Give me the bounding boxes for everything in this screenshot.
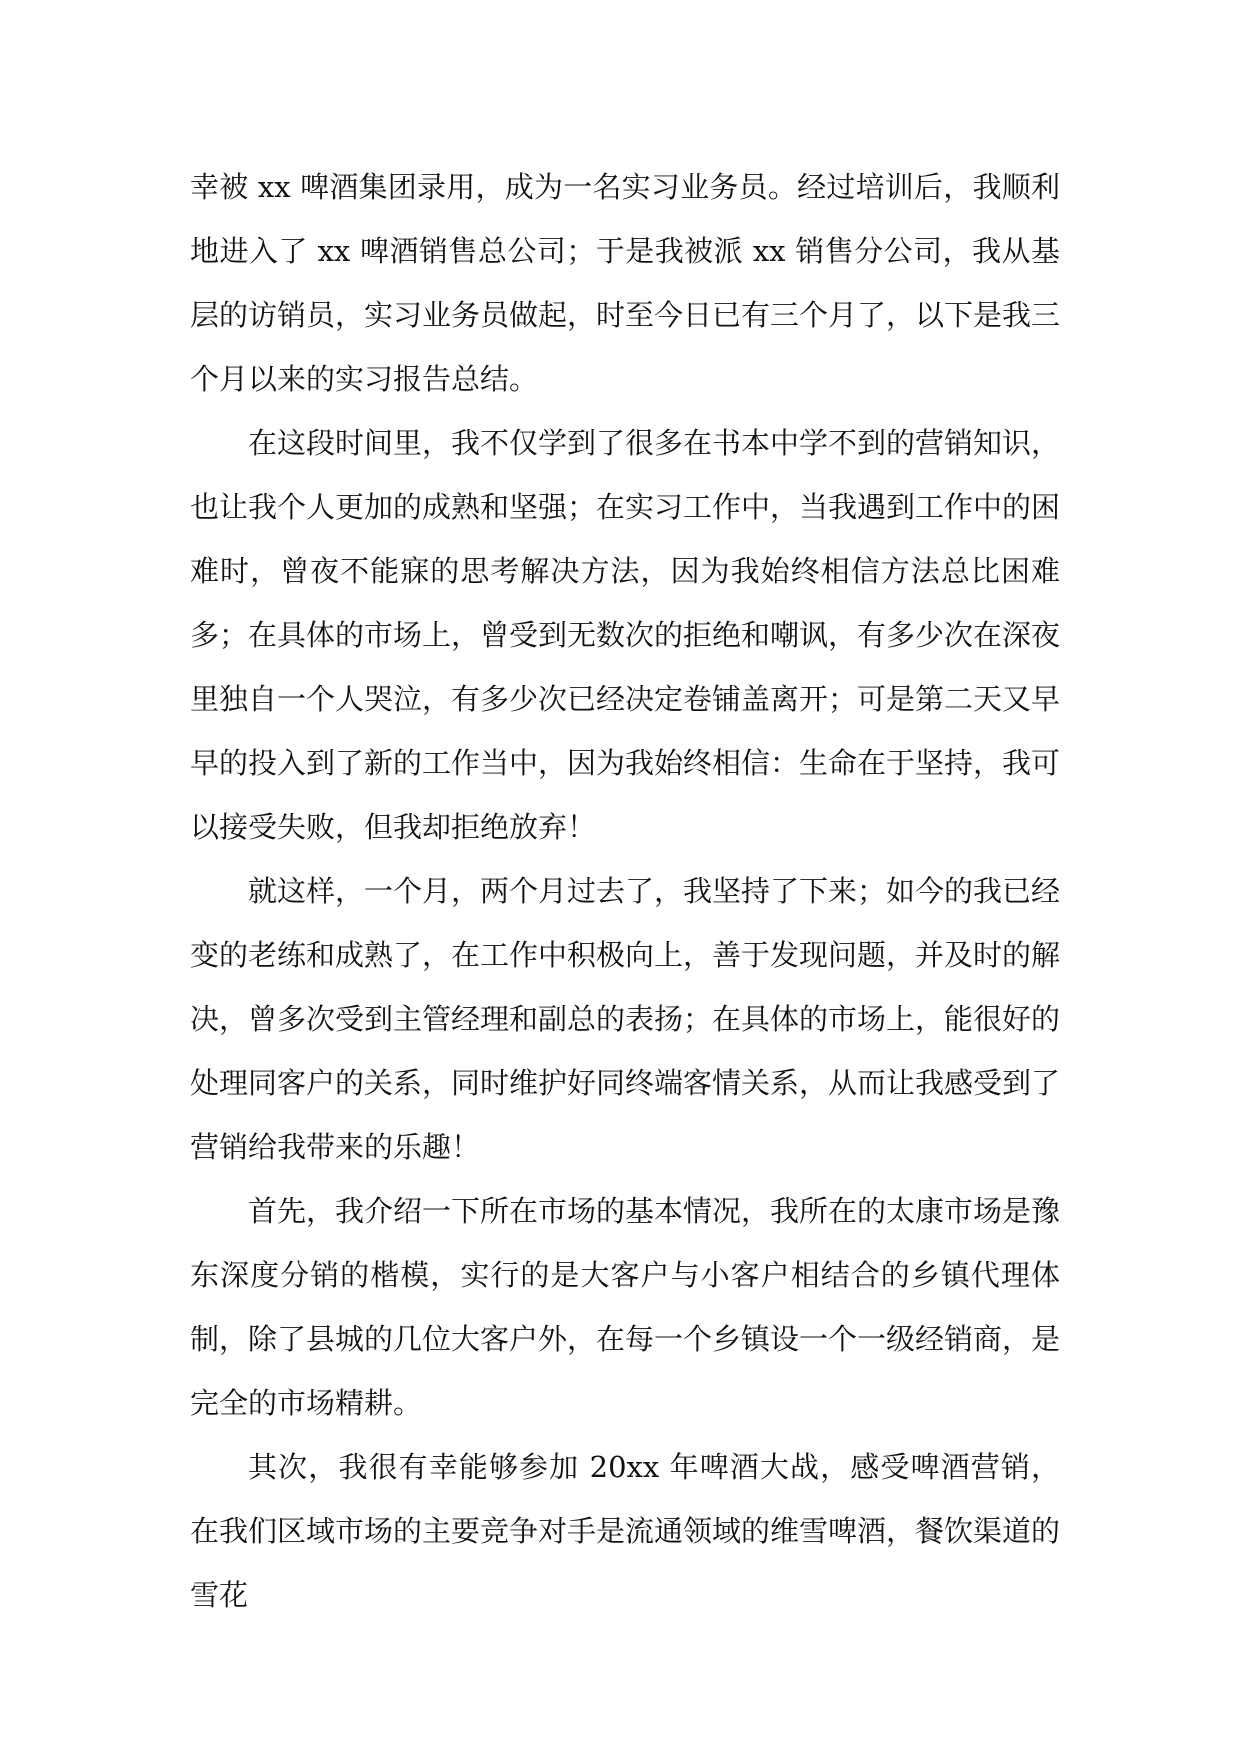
paragraph-persistence: 就这样，一个月，两个月过去了，我坚持了下来；如今的我已经变的老练和成熟了，在工作中积极向上，善于发现问题，并及时的解决，曾多次受到主管经理和副总的表扬；在具体的市场上，能很好的处理同客户的关系，同时维护好同终端客情关系，从而让我感受到了营销给我带来的乐趣！ [190, 874, 1061, 1164]
paragraph-continuation: 幸被 xx 啤酒集团录用，成为一名实习业务员。经过培训后，我顺利地进入了 xx 啤酒销售总公司；于是我被派 xx 销售分公司，我从基层的访销员，实习业务员做起，时至今日已有三个月了，以下是我三个月以来的实习报告总结。 [190, 170, 1061, 396]
body-text [190, 155, 1060, 1627]
paragraph-beer-competition: 其次，我很有幸能够参加 20xx 年啤酒大战，感受啤酒营销，在我们区域市场的主要竞争对手是流通领域的维雪啤酒，餐饮渠道的雪花 [190, 1450, 1061, 1612]
paragraph-market-overview: 首先，我介绍一下所在市场的基本情况，我所在的太康市场是豫东深度分销的楷模，实行的是大客户与小客户相结合的乡镇代理体制，除了县城的几位大客户外，在每一个乡镇设一个一级经销商，是完全的市场精耕。 [190, 1194, 1061, 1420]
paragraph-learning: 在这段时间里，我不仅学到了很多在书本中学不到的营销知识，也让我个人更加的成熟和坚强；在实习工作中，当我遇到工作中的困难时，曾夜不能寐的思考解决方法，因为我始终相信方法总比困难多；在具体的市场上，曾受到无数次的拒绝和嘲讽，有多少次在深夜里独自一个人哭泣，有多少次已经决定卷铺盖离开；可是第二天又早早的投入到了新的工作当中，因为我始终相信：生命在于坚持，我可以接受失败，但我却拒绝放弃！ [190, 426, 1061, 844]
